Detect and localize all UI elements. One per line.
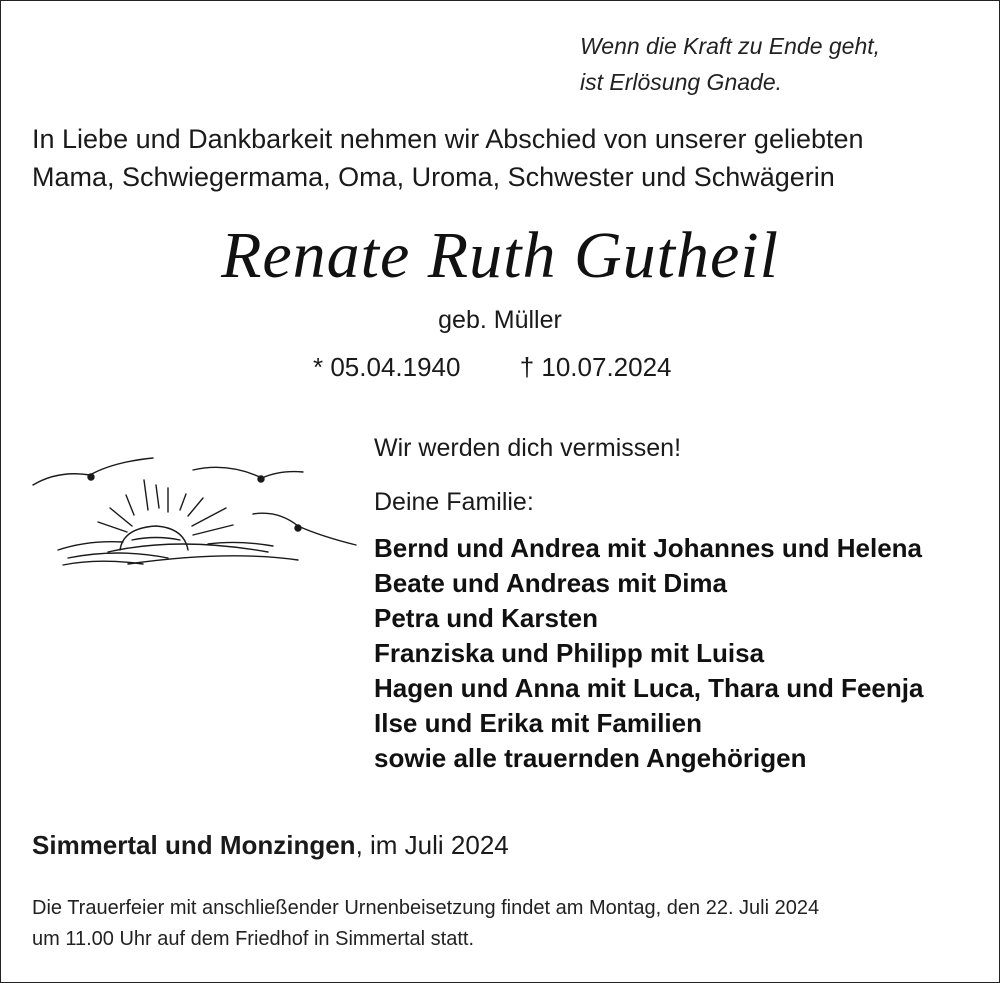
family-member: Franziska und Philipp mit Luisa [374,638,765,668]
place-date: , im Juli 2024 [355,830,509,860]
family-label: Deine Familie: [374,488,534,516]
funeral-service-info [32,893,819,955]
family-member: sowie alle trauernden Angehörigen [374,743,807,773]
family-member: Hagen und Anna mit Luca, Thara und Feenja [374,673,924,703]
place-and-date [32,830,509,861]
family-member: Ilse und Erika mit Familien [374,708,702,738]
family-member: Petra und Karsten [374,603,598,633]
maiden-name: geb. Müller [438,306,562,334]
family-member: Beate und Andreas mit Dima [374,568,728,598]
motto-line-2: ist Erlösung Gnade. [580,69,783,95]
birth-date: * 05.04.1940 [313,352,461,382]
family-member: Bernd und Andrea mit Johannes und Helena [374,533,922,563]
death-date: † 10.07.2024 [519,352,672,382]
service-line-1: Die Trauerfeier mit anschließender Urnenbeisetzung findet am Montag, den 22. Juli 2024 [32,897,820,919]
miss-you-text: Wir werden dich vermissen! [374,434,682,462]
intro-line-1: In Liebe und Dankbarkeit nehmen wir Abschied von unserer geliebten [32,124,864,154]
motto-quote [580,28,880,100]
motto-line-1: Wenn die Kraft zu Ende geht, [580,33,881,59]
deceased-name: Renate Ruth Gutheil [221,219,779,292]
intro-line-2: Mama, Schwiegermama, Oma, Uroma, Schwester und Schwägerin [32,162,835,192]
sunset-with-birds-icon [28,440,358,570]
intro-text [32,120,864,196]
life-dates [313,352,672,383]
place-name: Simmertal und Monzingen [32,830,356,860]
service-line-2: um 11.00 Uhr auf dem Friedhof in Simmertal statt. [32,928,475,950]
family-list [374,531,923,776]
